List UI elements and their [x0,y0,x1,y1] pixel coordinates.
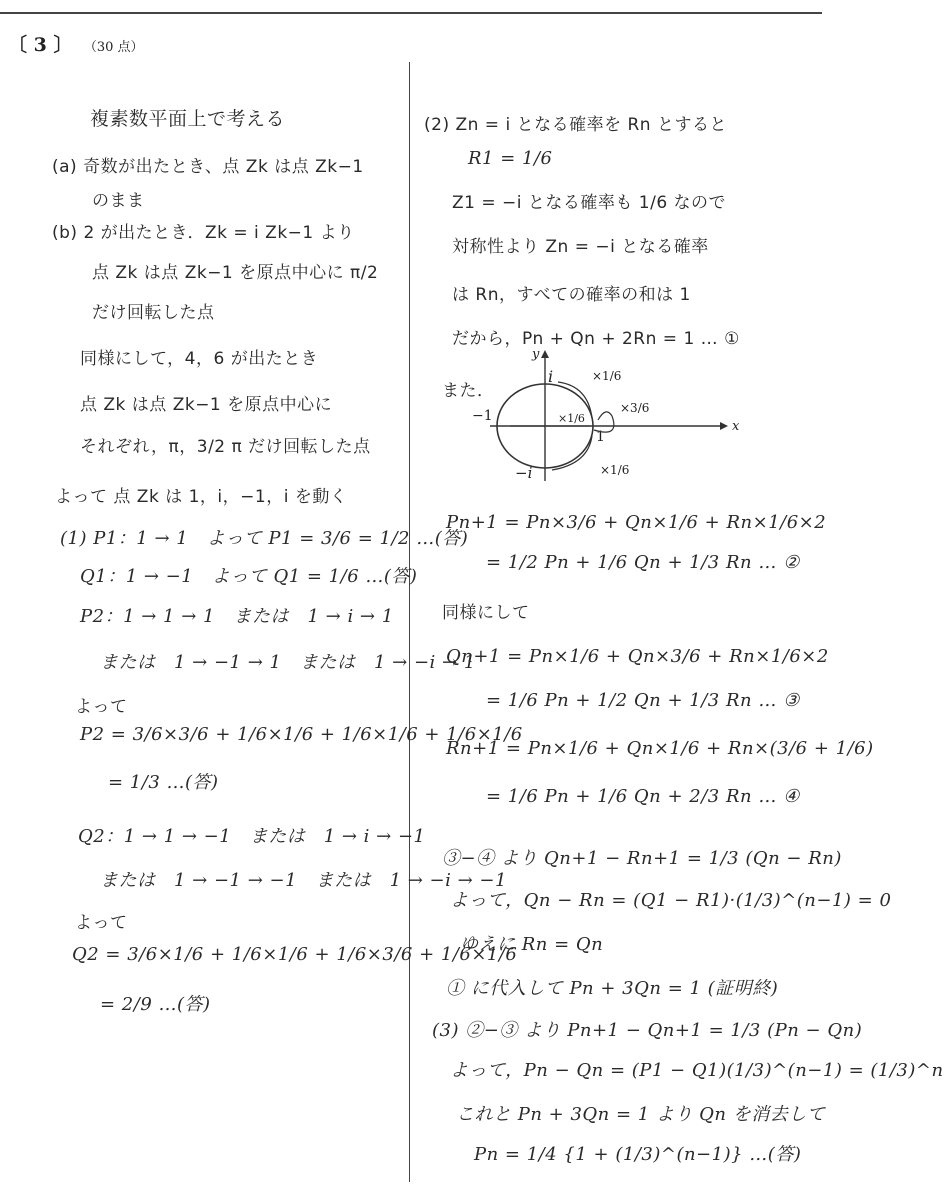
x-axis-label: x [732,419,740,434]
part3-line-1: (3) ②−③ より Pn+1 − Qn+1 = 1/3 (Pn − Qn) [432,1020,863,1041]
q2-calc: Q2 = 3/6×1/6 + 1/6×1/6 + 1/6×3/6 + 1/6×1/6 [72,944,518,965]
pn1-line: Pn+1 = Pn×3/6 + Qn×1/6 + Rn×1/6×2 [446,512,827,533]
case-b-line-3: だけ回転した点 [92,303,215,323]
q2-paths-1: Q2：1 → 1 → −1 または 1 → i → −1 [78,826,426,847]
problem-header [8,30,144,57]
problem-points: （30 点） [83,40,144,55]
symmetry-line-2: 対称性より Zn = −i となる確率 [452,237,709,257]
also-line: また． [442,381,495,401]
label-1: 1 [596,429,605,445]
p2-paths-1: P2：1 → 1 → 1 または 1 → i → 1 [80,606,394,627]
prob-right: ×3/6 [620,401,650,415]
p2-answer: = 1/3 …(答) [108,772,219,793]
y-axis-label: y [532,347,540,362]
case-a-line-1: (a) 奇数が出たとき、点 Zk は点 Zk−1 [52,157,364,177]
prob-left: ×1/6 [558,412,585,425]
diff-line: ③−④ より Qn+1 − Rn+1 = 1/3 (Qn − Rn) [442,848,842,869]
label-minus-i: −i [515,464,533,482]
p2-calc: P2 = 3/6×3/6 + 1/6×1/6 + 1/6×1/6 + 1/6×1/6 [80,724,523,745]
rn-eq-qn: ゆえに Rn = Qn [460,934,604,955]
prob-bottom: ×1/6 [600,463,630,477]
top-rule [0,12,822,14]
p2-paths-2: または 1 → −1 → 1 または 1 → −i → 1 [100,652,476,673]
q2-answer: = 2/9 …(答) [100,994,211,1015]
eq1-line: だから，Pn + Qn + 2Rn = 1 … ① [452,329,740,349]
qn1-line: Qn+1 = Pn×1/6 + Qn×3/6 + Rn×1/6×2 [446,646,829,667]
diff-result: よって，Qn − Rn = (Q1 − R1)·(1/3)^(n−1) = 0 [450,890,892,911]
therefore-1: よって [75,697,128,717]
problem-number: 〔 3 〕 [8,34,73,56]
part3-line-2: よって，Pn − Qn = (P1 − Q1)(1/3)^(n−1) = (1/3)^n [450,1060,944,1081]
substitute-line: ① に代入して Pn + 3Qn = 1 (証明終) [446,978,779,999]
moves-line: よって 点 Zk は 1，i，−1，i を動く [55,487,348,507]
case-b-line-1: (b) 2 が出たとき．Zk = i Zk−1 より [52,223,355,243]
p1-line: (1) P1：1 → 1 よって P1 = 3/6 = 1/2 …(答) [60,528,469,549]
case-a-line-2: のまま [92,191,145,211]
sum-line: は Rn，すべての確率の和は 1 [452,285,691,305]
similarly-line: 同様にして，4，6 が出たとき [80,349,319,369]
similarly-right: 同様にして [442,603,530,623]
rn1-line: Rn+1 = Pn×1/6 + Qn×1/6 + Rn×(3/6 + 1/6) [446,738,874,759]
r1-line: R1 = 1/6 [468,148,553,169]
complex-plane-diagram [470,346,770,486]
eq2-line: = 1/2 Pn + 1/6 Qn + 1/3 Rn … ② [486,552,800,573]
symmetry-line-1: Z1 = −i となる確率も 1/6 なので [452,193,727,213]
label-minus-1: −1 [472,408,493,424]
part2-line-1: (2) Zn = i となる確率を Rn とすると [424,115,727,135]
eq3-line: = 1/6 Pn + 1/2 Qn + 1/3 Rn … ③ [486,690,800,711]
case-b-line-2: 点 Zk は点 Zk−1 を原点中心に π/2 [92,263,379,283]
q1-line: Q1：1 → −1 よって Q1 = 1/6 …(答) [80,566,418,587]
label-i: i [548,367,554,386]
q2-paths-2: または 1 → −1 → −1 または 1 → −i → −1 [100,870,507,891]
arrow-to-minus-i [552,436,592,470]
eq4-line: = 1/6 Pn + 1/6 Qn + 2/3 Rn … ④ [486,786,800,807]
final-answer: Pn = 1/4 {1 + (1/3)^(n−1)} …(答) [474,1144,802,1165]
rotation-line-2: それぞれ，π，3/2 π だけ回転した点 [80,437,371,457]
rotation-line-1: 点 Zk は点 Zk−1 を原点中心に [80,395,333,415]
prob-top: ×1/6 [592,369,622,383]
therefore-2: よって [75,913,128,933]
column-divider [409,62,410,1182]
intro-line: 複素数平面上で考える [90,108,286,130]
part3-line-3: これと Pn + 3Qn = 1 より Qn を消去して [456,1104,826,1125]
